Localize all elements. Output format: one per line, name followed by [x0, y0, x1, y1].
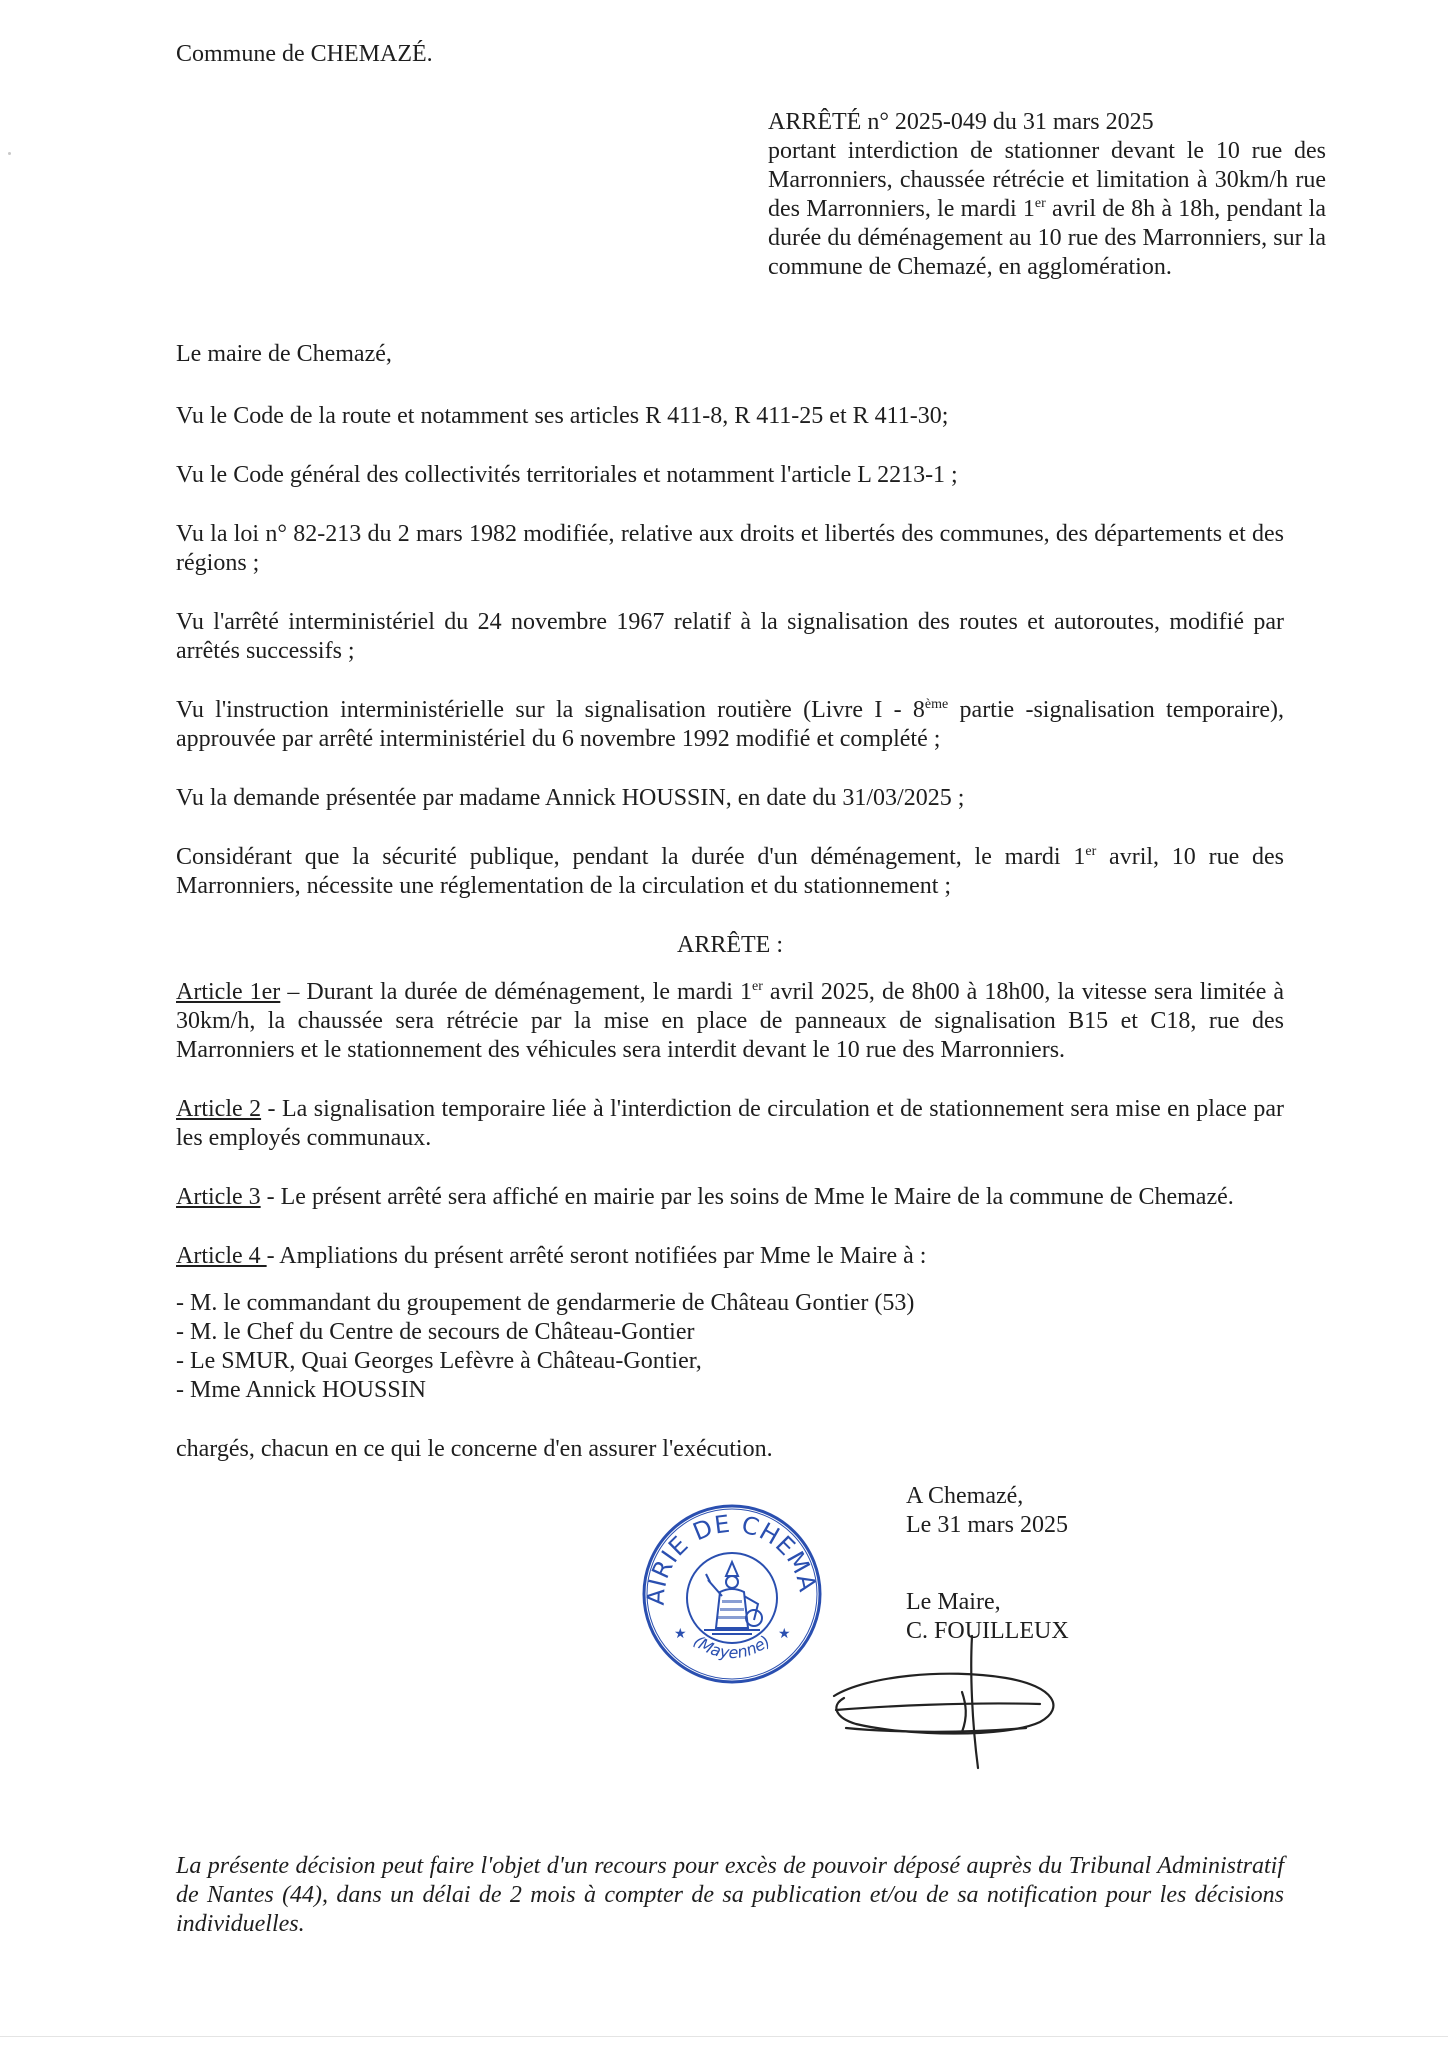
place-date	[906, 1482, 1068, 1540]
visa-demande: Vu la demande présentée par madame Annick HOUSSIN, en date du 31/03/2025 ;	[176, 785, 965, 811]
stamp-bottom-text: (Mayenne)	[690, 1631, 774, 1663]
article-1-part2: avril 2025, de 8h00 à 18h00, la vitesse sera limitée à 30km/h, la chaussée sera rétrécie par la mise en place de panneaux de signalisation B15 et C18, rue des Marronniers et le stationnement des véhicules sera interdit devant le 10 rue des Marronniers.	[176, 979, 1285, 1063]
considerant	[176, 843, 1284, 901]
visa-arrete-1967: Vu l'arrêté interministériel du 24 novembre 1967 relatif à la signalisation des routes et autoroutes, modifié par arrêtés successifs ;	[176, 609, 1284, 664]
article-3	[176, 1183, 1284, 1212]
article-4-label: Article 4	[176, 1243, 267, 1269]
mairie-stamp	[638, 1500, 826, 1688]
scan-speck	[8, 152, 11, 155]
signature-icon	[826, 1632, 1086, 1772]
considerant-part2: avril, 10 rue des Marronniers, nécessite une réglementation de la circulation et du stationnement ;	[176, 844, 1284, 899]
visa-loi-1982: Vu la loi n° 82-213 du 2 mars 1982 modifiée, relative aux droits et libertés des communes, des départements et des régions ;	[176, 521, 1284, 576]
page-bottom-edge	[0, 2036, 1448, 2037]
svg-text:★: ★	[778, 1626, 791, 1642]
svg-text:★: ★	[674, 1626, 687, 1642]
superscript: er	[1085, 844, 1097, 859]
signer-name: C. FOUILLEUX	[906, 1618, 1069, 1644]
closing-line: chargés, chacun en ce qui le concerne d'en assurer l'exécution.	[176, 1436, 773, 1462]
superscript: ème	[924, 697, 949, 712]
list-item: - M. le commandant du groupement de gendarmerie de Château Gontier (53)	[176, 1290, 915, 1316]
article-4-text: - Ampliations du présent arrêté seront notifiées par Mme le Maire à :	[266, 1243, 927, 1269]
recipients-list	[176, 1289, 1284, 1405]
visa-instruction	[176, 696, 1284, 754]
arrete-heading: ARRÊTE :	[677, 932, 783, 958]
arrete-subject-part2: avril de 8h à 18h, pendant la durée du déménagement au 10 rue des Marronniers, sur la commune de Chemazé, en agglomération.	[768, 196, 1327, 280]
article-2-text: - La signalisation temporaire liée à l'interdiction de circulation et de stationnement sera mise en place par les employés communaux.	[176, 1096, 1285, 1151]
article-2-label: Article 2	[176, 1096, 262, 1122]
arrete-title-block	[768, 108, 1326, 282]
maire-intro: Le maire de Chemazé,	[176, 341, 392, 367]
article-1-label: Article 1er	[176, 979, 281, 1005]
article-2	[176, 1095, 1284, 1153]
commune-header: Commune de CHEMAZÉ.	[176, 41, 433, 67]
superscript: er	[752, 979, 763, 994]
list-item: - Mme Annick HOUSSIN	[176, 1377, 426, 1403]
place: A Chemazé,	[906, 1483, 1024, 1509]
handwritten-signature	[826, 1632, 1086, 1772]
article-4	[176, 1242, 1284, 1271]
arrete-subject-part1: portant interdiction de stationner devant le 10 rue des Marronniers, chaussée rétrécie et limitation à 30km/h rue des Marronniers, le mardi 1	[768, 138, 1326, 222]
arrete-subject	[768, 137, 1326, 282]
date: Le 31 mars 2025	[906, 1512, 1068, 1538]
article-1-part1: – Durant la durée de déménagement, le mardi 1	[280, 979, 753, 1005]
stamp-seal-icon	[638, 1500, 826, 1688]
visa-instruction-part1: Vu l'instruction interministérielle sur la signalisation routière (Livre I - 8	[176, 697, 925, 723]
stamp-top-text: AIRIE DE CHEMA	[641, 1509, 822, 1606]
document-body	[176, 402, 1284, 1464]
list-item: - Le SMUR, Quai Georges Lefèvre à Château-Gontier,	[176, 1348, 702, 1374]
visa-cgct: Vu le Code général des collectivités territoriales et notamment l'article L 2213-1 ;	[176, 462, 958, 488]
visa-instruction-part2: partie -signalisation temporaire), approuvée par arrêté interministériel du 6 novembre 1992 modifié et complété ;	[176, 697, 1284, 752]
considerant-part1: Considérant que la sécurité publique, pendant la durée d'un déménagement, le mardi 1	[176, 844, 1086, 870]
article-1	[176, 978, 1284, 1065]
article-3-text: - Le présent arrêté sera affiché en mairie par les soins de Mme le Maire de la commune de Chemazé.	[260, 1184, 1234, 1210]
visa-code-route: Vu le Code de la route et notamment ses articles R 411-8, R 411-25 et R 411-30;	[176, 403, 949, 429]
signer-role: Le Maire,	[906, 1589, 1001, 1615]
list-item: - M. le Chef du Centre de secours de Château-Gontier	[176, 1319, 695, 1345]
legal-notice-footer: La présente décision peut faire l'objet d'un recours pour excès de pouvoir déposé auprès du Tribunal Administratif de Nantes (44), dans un délai de 2 mois à compter de sa publication et/ou de sa notification pour les décisions individuelles.	[176, 1853, 1284, 1937]
superscript: er	[1034, 196, 1046, 211]
article-3-label: Article 3	[176, 1184, 261, 1210]
arrete-number: ARRÊTÉ n° 2025-049 du 31 mars 2025	[768, 109, 1154, 135]
